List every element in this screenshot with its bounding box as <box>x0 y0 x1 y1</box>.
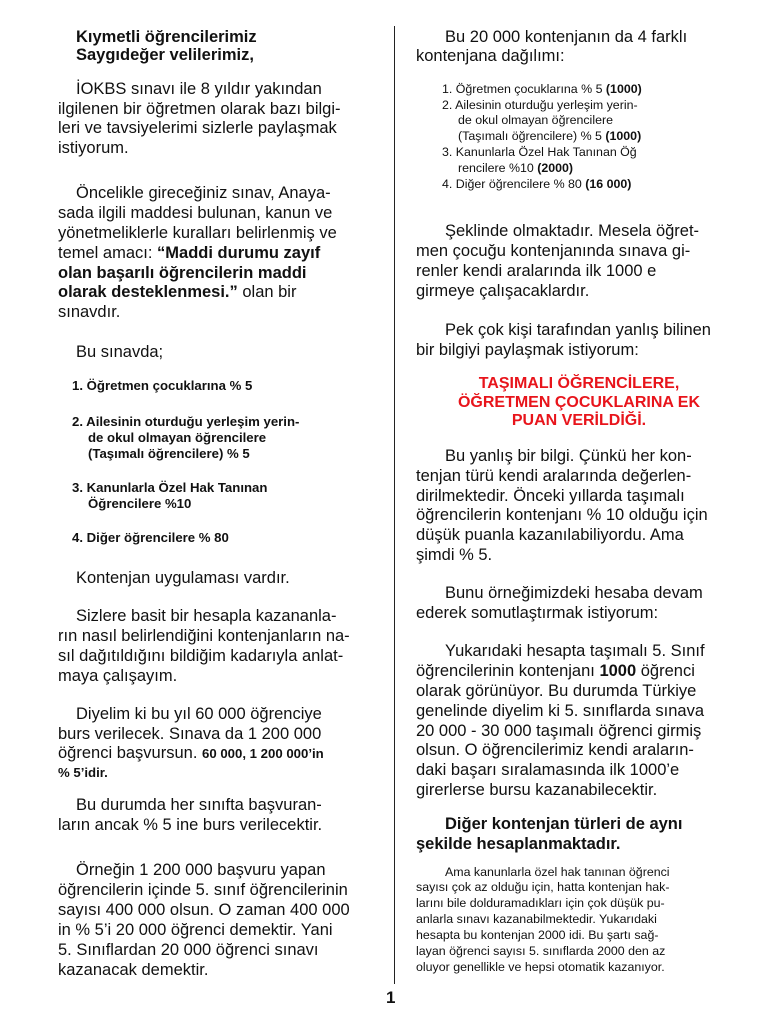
quota-list-item: 3. Kanunlarla Özel Hak Tanınan <box>72 480 268 495</box>
example-bold-line: % 5’idir. <box>58 765 108 780</box>
quota-list-item: 1. Öğretmen çocuklarına % 5 <box>72 378 253 393</box>
distribution-intro: kontenjana dağılımı: <box>416 47 565 65</box>
transport-line: daki başarı sıralamasında ilk 1000’e <box>416 761 680 779</box>
calc-intro-line: maya çalışayım. <box>58 667 178 685</box>
distribution-item <box>442 177 631 193</box>
correction-line: tenjan türü kendi aralarında değerlen- <box>416 467 692 485</box>
purpose-line: yönetmeliklerle kuralları belirlenmiş ve <box>58 224 337 242</box>
special-quota-line: layan öğrenci sayısı 5. sınıflarda 2000 den az <box>416 944 666 958</box>
example-bold: 60 000, 1 200 000’in <box>202 746 324 761</box>
example-line <box>58 743 324 764</box>
transport-text: öğrenci <box>636 662 695 680</box>
grade5-line: sayısı 400 000 olsun. O zaman 400 000 <box>58 901 350 919</box>
quota-list-item: 2. Ailesinin oturduğu yerleşim yerin- <box>72 414 300 429</box>
quota-list-item: (Taşımalı öğrencilere) % 5 <box>88 446 250 461</box>
continue-line: ederek somutlaştırmak istiyorum: <box>416 604 659 622</box>
purpose-tail: olan bir <box>237 283 297 301</box>
purpose-line <box>58 282 296 302</box>
intro-line: leri ve tavsiyelerimi sizlerle paylaşmak <box>58 119 337 137</box>
distribution-count: (1000) <box>605 129 642 143</box>
example-plain: öğrenci başvursun. <box>58 744 202 762</box>
calc-intro-line: Sizlere basit bir hesapla kazananla- <box>76 607 337 625</box>
form-line: girmeye çalışacaklardır. <box>416 282 590 300</box>
purpose-line: sınavdır. <box>58 303 121 321</box>
intro-line: istiyorum. <box>58 139 129 157</box>
correction-line: şimdi % 5. <box>416 546 493 564</box>
warning-heading: ÖĞRETMEN ÇOCUKLARINA EK <box>457 394 701 411</box>
purpose-line: sada ilgili maddesi bulunan, kanun ve <box>58 204 333 222</box>
purpose-lead: temel amacı: <box>58 244 158 262</box>
distribution-item: 2. Ailesinin oturduğu yerleşim yerin- <box>442 98 638 112</box>
purpose-line: Öncelikle gireceğiniz sınav, Anaya- <box>76 184 331 202</box>
quota-list-item: 4. Diğer öğrencilere % 80 <box>72 530 229 545</box>
distribution-item <box>458 161 573 177</box>
special-quota-line: anlarla sınavı kazanabilmektedir. Yukarıdaki <box>416 912 657 926</box>
warning-heading: PUAN VERİLDİĞİ. <box>511 412 647 429</box>
calc-intro-line: sıl dağıtıldığını bildiğim kadarıyla anlat- <box>58 647 344 665</box>
correction-line: dirilmektedir. Önceki yıllarda taşımalı <box>416 487 685 505</box>
form-line: men çocuğu kontenjanında sınava gi- <box>416 242 691 260</box>
exam-intro: Bu sınavda; <box>76 343 164 361</box>
column-divider <box>394 26 395 984</box>
grade5-line: in % 5’i 20 000 öğrenci demektir. Yani <box>58 921 333 939</box>
purpose-quote: “Maddi durumu zayıf <box>157 244 321 262</box>
distribution-text: 4. Diğer öğrencilere % 80 <box>442 177 586 191</box>
page-number: 1 <box>386 988 396 1007</box>
transport-line: olarak görünüyor. Bu durumda Türkiye <box>416 682 697 700</box>
result-line: ların ancak % 5 ine burs verilecektir. <box>58 816 323 834</box>
distribution-item <box>458 129 641 145</box>
form-line: renler kendi aralarında ilk 1000 e <box>416 262 657 280</box>
distribution-text: (Taşımalı öğrencilere) % 5 <box>458 129 606 143</box>
transport-line: olsun. O öğrencilerimiz kendi araların- <box>416 741 694 759</box>
grade5-line: kazanacak demektir. <box>58 961 209 979</box>
special-quota-line: hesapta bu kontenjan 2000 idi. Bu şartı sağ- <box>416 928 659 942</box>
special-quota-line: sayısı çok az olduğu için, hatta kontenjan hak- <box>416 880 670 894</box>
other-quota-heading: Diğer kontenjan türleri de aynı <box>445 815 683 833</box>
form-line: Şeklinde olmaktadır. Mesela öğret- <box>445 222 700 240</box>
example-line: Diyelim ki bu yıl 60 000 öğrenciye <box>76 705 322 723</box>
distribution-count: (16 000) <box>585 177 632 191</box>
other-quota-heading: şekilde hesaplanmaktadır. <box>416 835 621 853</box>
special-quota-line: oluyor genellikle ve hepsi otomatik kazanıyor. <box>416 960 665 974</box>
quota-list-item: Öğrencilere %10 <box>88 496 192 511</box>
grade5-line: Örneğin 1 200 000 başvuru yapan <box>76 861 326 879</box>
transport-line: 20 000 - 30 000 taşımalı öğrenci girmiş <box>416 722 702 740</box>
distribution-intro: Bu 20 000 kontenjanın da 4 farklı <box>445 28 688 46</box>
purpose-quote-line: olan başarılı öğrencilerin maddi <box>58 264 307 282</box>
distribution-item: 3. Kanunlarla Özel Hak Tanınan Öğ <box>442 145 637 159</box>
intro-line: İOKBS sınavı ile 8 yıldır yakından <box>76 80 322 98</box>
misinfo-intro: bir bilgiyi paylaşmak istiyorum: <box>416 341 639 359</box>
distribution-item <box>442 82 642 98</box>
distribution-text: rencilere %10 <box>458 161 538 175</box>
distribution-count: (1000) <box>605 82 642 96</box>
purpose-quote: olarak desteklenmesi.” <box>58 283 238 301</box>
transport-line: genelinde diyelim ki 5. sınıflarda sınava <box>416 702 704 720</box>
intro-line: ilgilenen bir öğretmen olarak bazı bilgi- <box>58 100 341 118</box>
quota-list-item: de okul olmayan öğrencilere <box>88 430 267 445</box>
warning-heading: TAŞIMALI ÖĞRENCİLERE, <box>478 375 680 392</box>
distribution-count: (2000) <box>537 161 574 175</box>
greeting-line-1: Kıymetli öğrencilerimiz <box>76 28 257 46</box>
misinfo-intro: Pek çok kişi tarafından yanlış bilinen <box>445 321 711 339</box>
transport-line: girerlerse bursu kazanabilecektir. <box>416 781 658 799</box>
result-line: Bu durumda her sınıfta başvuran- <box>76 796 322 814</box>
transport-count: 1000 <box>599 662 637 680</box>
continue-line: Bunu örneğimizdeki hesaba devam <box>445 584 703 602</box>
correction-line: öğrencilerin kontenjanı % 10 olduğu için <box>416 506 708 524</box>
grade5-line: 5. Sınıflardan 20 000 öğrenci sınavı <box>58 941 319 959</box>
transport-line <box>416 661 695 681</box>
correction-line: Bu yanlış bir bilgi. Çünkü her kon- <box>445 447 692 465</box>
special-quota-line: larını bile dolduramadıkları için çok düşük pu- <box>416 896 665 910</box>
distribution-text: 1. Öğretmen çocuklarına % 5 <box>442 82 606 96</box>
correction-line: düşük puanla kazanılabiliyordu. Ama <box>416 526 684 544</box>
purpose-line <box>58 243 320 263</box>
greeting-line-2: Saygıdeğer velilerimiz, <box>76 46 254 64</box>
example-line: burs verilecek. Sınava da 1 200 000 <box>58 725 322 743</box>
grade5-line: öğrencilerin içinde 5. sınıf öğrencilerinin <box>58 881 348 899</box>
calc-intro-line: rın nasıl belirlendiğini kontenjanların na- <box>58 627 350 645</box>
special-quota-line: Ama kanunlarla özel hak tanınan öğrenci <box>445 865 670 879</box>
quota-note: Kontenjan uygulaması vardır. <box>76 569 290 587</box>
transport-text: öğrencilerinin kontenjanı <box>416 662 600 680</box>
transport-line: Yukarıdaki hesapta taşımalı 5. Sınıf <box>445 642 705 660</box>
distribution-item: de okul olmayan öğrencilere <box>458 113 613 127</box>
